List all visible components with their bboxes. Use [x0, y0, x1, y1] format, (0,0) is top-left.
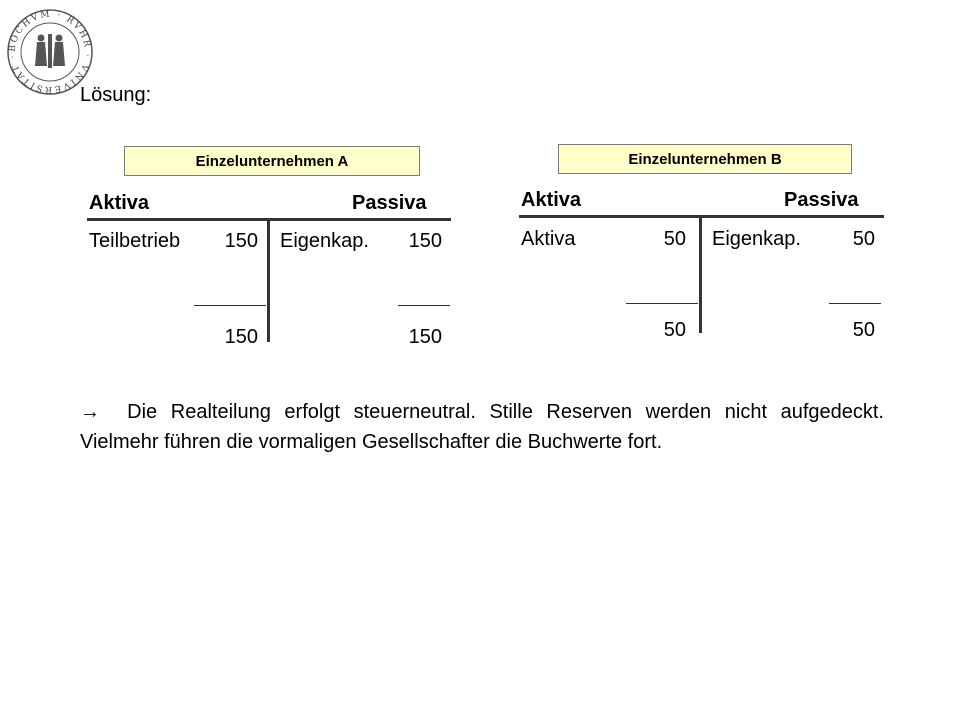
- left-total-b: 50: [663, 319, 686, 341]
- left-sum-line-b: [626, 303, 698, 304]
- aktiva-header-a: Aktiva: [89, 192, 150, 214]
- right-arrow-icon: →: [80, 401, 100, 423]
- svg-text:BOCHVM · RVHR · VNIVERSITAT ·: BOCHVM · RVHR · VNIVERSITAT ·: [7, 9, 93, 95]
- left-total-a: 150: [224, 326, 258, 348]
- passiva-header-b: Passiva: [784, 189, 859, 211]
- right-item-label-a: Eigenkap.: [280, 230, 369, 252]
- company-label-b: Einzelunternehmen B: [558, 144, 852, 174]
- right-total-a: 150: [408, 326, 442, 348]
- right-total-b: 50: [852, 319, 875, 341]
- conclusion-text: Die Realteilung erfolgt steuerneutral. Stille Reserven werden nicht aufgedeckt. Vielmehr führen die vormaligen Gesellschafter die Buchwerte fort.: [80, 401, 884, 453]
- right-sum-line-a: [398, 305, 450, 306]
- right-item-value-b: 50: [852, 228, 875, 250]
- right-item-value-a: 150: [408, 230, 442, 252]
- account-center-line-b: [699, 217, 702, 333]
- left-item-value-a: 150: [224, 230, 258, 252]
- left-item-value-b: 50: [663, 228, 686, 250]
- company-label-a: Einzelunternehmen A: [124, 146, 420, 176]
- aktiva-header-b: Aktiva: [521, 189, 582, 211]
- left-item-label-a: Teilbetrieb: [89, 230, 181, 252]
- solution-heading: Lösung:: [80, 84, 152, 106]
- account-center-line-a: [267, 220, 270, 342]
- university-seal-logo: [6, 8, 94, 96]
- left-sum-line-a: [194, 305, 266, 306]
- conclusion-paragraph: [80, 397, 884, 457]
- passiva-header-a: Passiva: [352, 192, 427, 214]
- right-sum-line-b: [829, 303, 881, 304]
- left-item-label-b: Aktiva: [521, 228, 576, 250]
- right-item-label-b: Eigenkap.: [712, 228, 801, 250]
